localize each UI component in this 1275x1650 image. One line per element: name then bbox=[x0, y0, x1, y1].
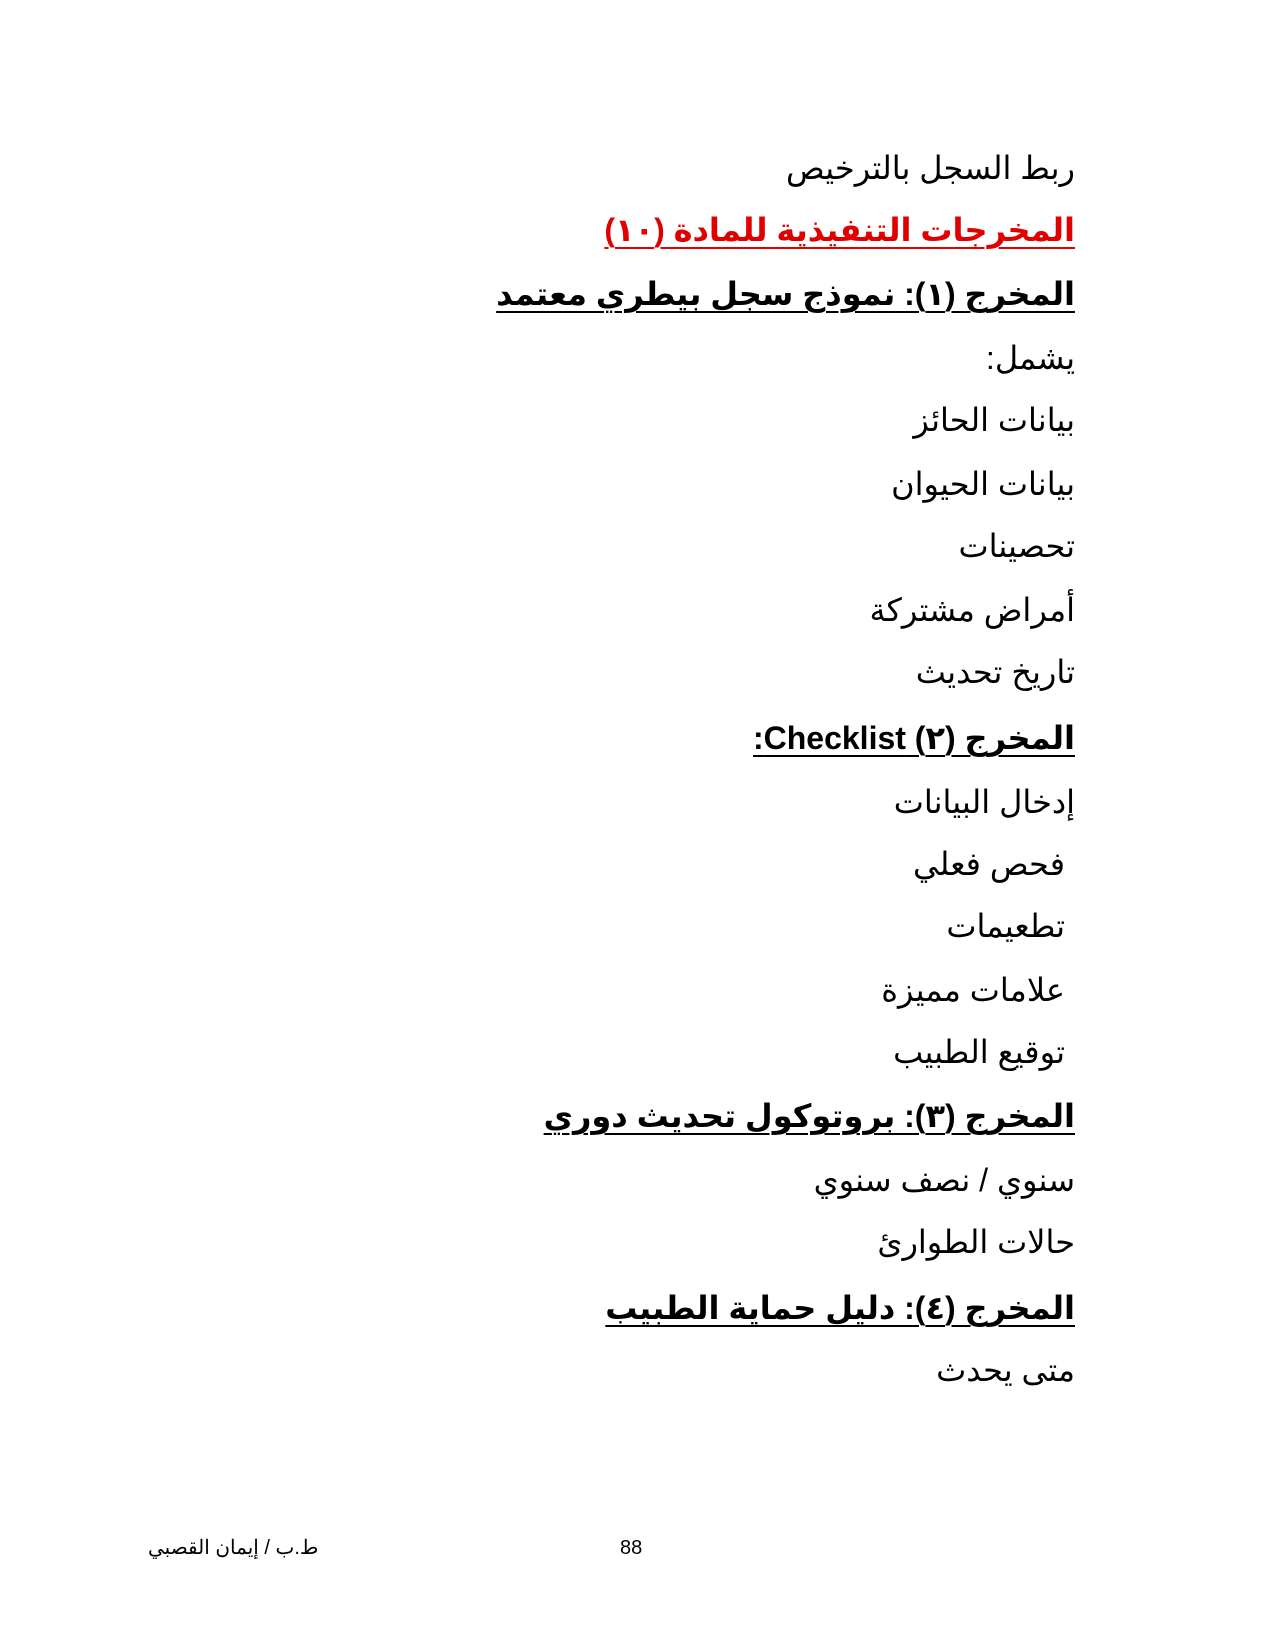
checklist-item-distinguishing-marks: علامات مميزة bbox=[881, 972, 1065, 1008]
list-item-holder-data: بيانات الحائز bbox=[913, 402, 1075, 438]
footer-author: ط.ب / إيمان القصبي bbox=[148, 1537, 319, 1559]
list-item-animal-data: بيانات الحيوان bbox=[891, 466, 1075, 502]
checklist-item-data-entry: إدخال البيانات bbox=[893, 784, 1075, 820]
output-3-heading: المخرج (٣): بروتوكول تحديث دوري bbox=[543, 1098, 1075, 1134]
list-item-emergencies: حالات الطوارئ bbox=[877, 1224, 1075, 1260]
list-item-update-date: تاريخ تحديث bbox=[915, 654, 1075, 690]
output-4-heading: المخرج (٤): دليل حماية الطبيب bbox=[605, 1290, 1075, 1326]
checklist-item-vet-signature: توقيع الطبيب bbox=[893, 1034, 1065, 1070]
section-heading-article-10-outputs: المخرجات التنفيذية للمادة (١٠) bbox=[604, 212, 1075, 248]
list-item-vaccinations: تحصينات bbox=[958, 528, 1075, 564]
list-item-annual-semiannual: سنوي / نصف سنوي bbox=[813, 1162, 1075, 1198]
output-2-heading: المخرج (٢) Checklist: bbox=[752, 720, 1075, 756]
page-number: 88 bbox=[620, 1537, 643, 1559]
list-item-when-it-happens: متى يحدث bbox=[936, 1352, 1075, 1388]
list-item-zoonotic-diseases: أمراض مشتركة bbox=[869, 592, 1075, 628]
checklist-item-immunizations: تطعيمات bbox=[946, 908, 1065, 944]
includes-label: يشمل: bbox=[985, 340, 1075, 376]
output-1-heading: المخرج (١): نموذج سجل بيطري معتمد bbox=[496, 276, 1075, 312]
body-line-license-link: ربط السجل بالترخيص bbox=[786, 150, 1075, 186]
checklist-item-physical-exam: فحص فعلي bbox=[912, 846, 1065, 882]
